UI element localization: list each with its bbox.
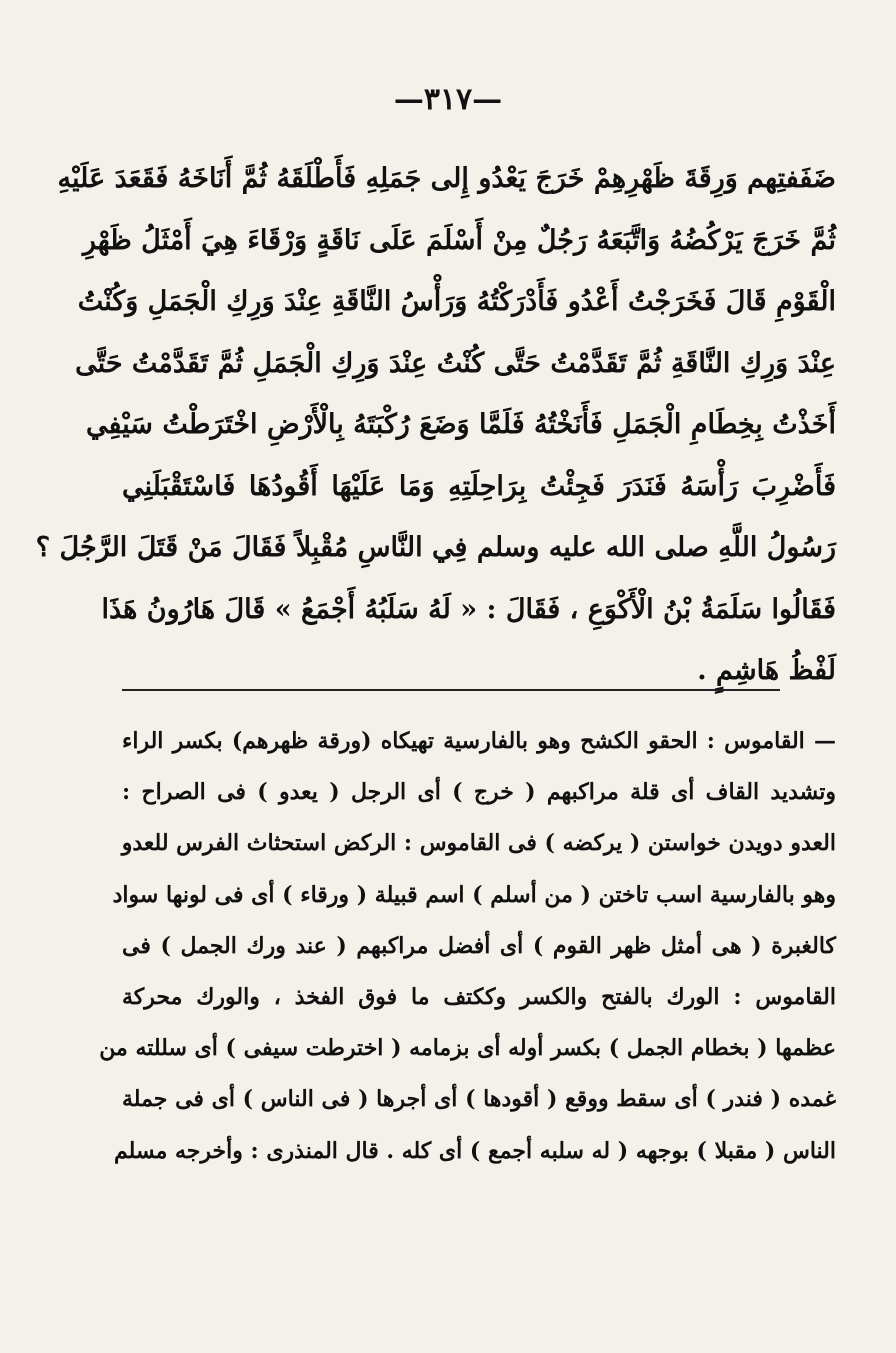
footnote-line: غمده ( فندر ) أى سقط ووقع ( أقودها ) أى أجرها ( فى الناس ) أى فى جملة	[122, 1086, 836, 1113]
footnote-line: الناس ( مقبلا ) بوجهه ( له سلبه أجمع ) أى كله . قال المنذرى : وأخرجه مسلم	[114, 1137, 836, 1164]
footnotes-block	[99, 716, 836, 1177]
page-number: —٣١٧—	[393, 82, 503, 117]
main-text-line: لَفْظُ هَاشِمٍ .	[697, 655, 836, 686]
footnote-line: — القاموس : الحقو الكشح وهو بالفارسية تهيكاه (ورقة ظهرهم) بكسر الراء	[122, 728, 836, 754]
footnote-line: العدو دويدن خواستن ( يركضه ) فى القاموس : الركض استحثاث الفرس للعدو	[121, 830, 836, 857]
footnote-line: وتشديد القاف أى قلة مراكبهم ( خرج ) أى الرجل ( يعدو ) فى الصراح :	[122, 779, 836, 806]
footnote-line: القاموس : الورك بالفتح والكسر وككتف ما فوق الفخذ ، والورك محركة	[122, 983, 836, 1010]
footnote-divider	[122, 689, 780, 691]
main-text-line: عِنْدَ وَرِكِ النَّاقَةِ ثُمَّ تَقَدَّمْتُ حَتَّى كُنْتُ عِنْدَ وَرِكِ الْجَمَلِ ثُمَّ تَقَدَّمْتُ حَتَّى	[75, 347, 836, 379]
footnote-line: عظمها ( بخطام الجمل ) بكسر أوله أى بزمامه ( اخترطت سيفى ) أى سللته من	[99, 1035, 836, 1062]
main-text-line: ضَفَفتِهم وَرِقَةَ ظَهْرِهِمْ خَرَجَ يَعْدُو إِلى جَمَلِهِ فَأَطْلَقَهُ ثُمَّ أَنَاخَهُ فَقَعَدَ عَلَيْهِ	[57, 163, 836, 194]
main-text-block	[35, 148, 836, 702]
main-text-line: رَسُولُ اللَّهِ صلى الله عليه وسلم فِي النَّاسِ مُقْبِلاً فَقَالَ مَنْ قَتَلَ الرَّجُلَ ؟	[35, 532, 836, 563]
main-text-line: فَأَضْرِبَ رَأْسَهُ فَنَدَرَ فَجِئْتُ بِرَاحِلَتِهِ وَمَا عَلَيْهَا أَقُودُهَا فَاسْتَقْبَلَنِي	[122, 470, 836, 502]
main-text-line: فَقَالُوا سَلَمَةُ بْنُ الْأَكْوَعِ ، فَقَالَ : « لَهُ سَلَبُهُ أَجْمَعُ » قَالَ هَارُونُ هَذَا	[101, 593, 836, 625]
main-text-line: ثُمَّ خَرَجَ يَرْكُضُهُ وَاتَّبَعَهُ رَجُلٌ مِنْ أَسْلَمَ عَلَى نَاقَةٍ وَرْقَاءَ هِيَ أَمْثَلُ ظَهْرِ	[82, 224, 836, 256]
footnote-line: وهو بالفارسية اسب تاختن ( من أسلم ) اسم قبيلة ( ورقاء ) أى فى لونها سواد	[112, 881, 836, 908]
main-text-line: أَخَذْتُ بِخِطَامِ الْجَمَلِ فَأَنَخْتُهُ فَلَمَّا وَضَعَ رُكْبَتَهُ بِالْأَرْضِ اخْتَرَطْتُ سَيْفِي	[85, 409, 836, 440]
footnote-line: كالغبرة ( هى أمثل ظهر القوم ) أى أفضل مراكبهم ( عند ورك الجمل ) فى	[122, 932, 836, 959]
main-text-line: الْقَوْمِ قَالَ فَخَرَجْتُ أَعْدُو فَأَدْرَكْتُهُ وَرَأْسُ النَّاقَةِ عِنْدَ وَرِكِ الْجَمَلِ وَكُنْتُ	[77, 286, 836, 317]
